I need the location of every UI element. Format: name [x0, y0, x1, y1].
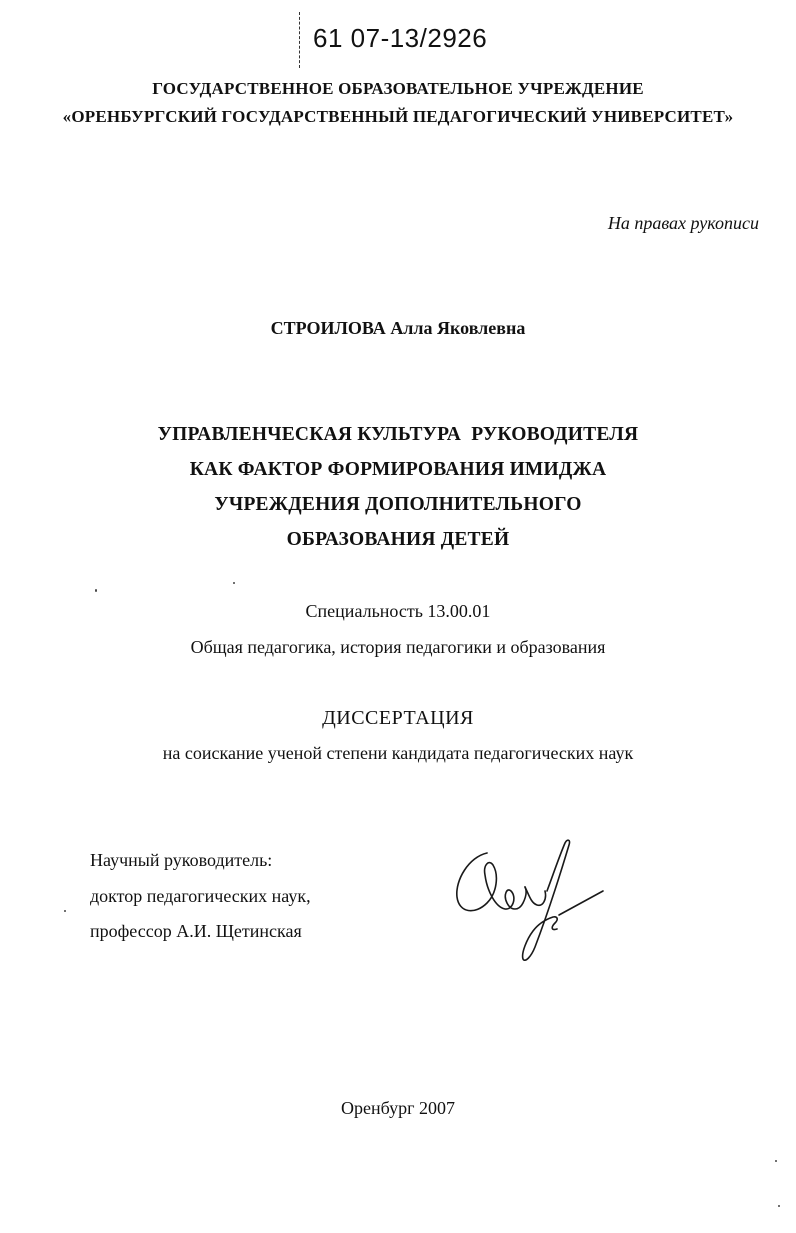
scan-speck: [64, 910, 66, 912]
document-type: ДИССЕРТАЦИЯ: [322, 707, 474, 729]
degree-purpose: на соискание ученой степени кандидата педагогических наук: [162, 743, 634, 763]
dissertation-title-line-1: УПРАВЛЕНЧЕСКАЯ КУЛЬТУРА РУКОВОДИТЕЛЯ: [157, 424, 639, 445]
dissertation-title-line-3: УЧРЕЖДЕНИЯ ДОПОЛНИТЕЛЬНОГО: [214, 494, 582, 515]
supervisor-role: Научный руководитель:: [90, 850, 273, 870]
manuscript-rights-note: На правах рукописи: [607, 213, 759, 233]
archive-number: 61 07-13/2926: [313, 23, 488, 53]
handwritten-signature: [447, 835, 617, 970]
supervisor-name: профессор А.И. Щетинская: [90, 921, 302, 941]
institution-line-1: ГОСУДАРСТВЕННОЕ ОБРАЗОВАТЕЛЬНОЕ УЧРЕЖДЕНИЕ: [152, 79, 644, 98]
archive-stamp-mark: [299, 12, 301, 68]
city-year: Оренбург 2007: [341, 1098, 455, 1118]
dissertation-title-line-2: КАК ФАКТОР ФОРМИРОВАНИЯ ИМИДЖА: [189, 459, 607, 480]
scan-speck: [775, 1160, 777, 1162]
scan-speck: [95, 589, 97, 592]
dissertation-title-line-4: ОБРАЗОВАНИЯ ДЕТЕЙ: [286, 529, 510, 550]
author-name: [0, 318, 796, 339]
institution-line-2: «ОРЕНБУРГСКИЙ ГОСУДАРСТВЕННЫЙ ПЕДАГОГИЧЕСКИЙ УНИВЕРСИТЕТ»: [62, 107, 734, 126]
scan-speck: [778, 1205, 780, 1207]
author-surname: СТРОИЛОВА: [270, 318, 386, 338]
specialty-name: Общая педагогика, история педагогики и образования: [190, 637, 606, 657]
specialty-code: Специальность 13.00.01: [305, 601, 491, 621]
supervisor-degree: доктор педагогических наук,: [90, 886, 311, 906]
author-given-names: Алла Яковлевна: [390, 318, 526, 338]
scan-speck: [233, 582, 235, 584]
